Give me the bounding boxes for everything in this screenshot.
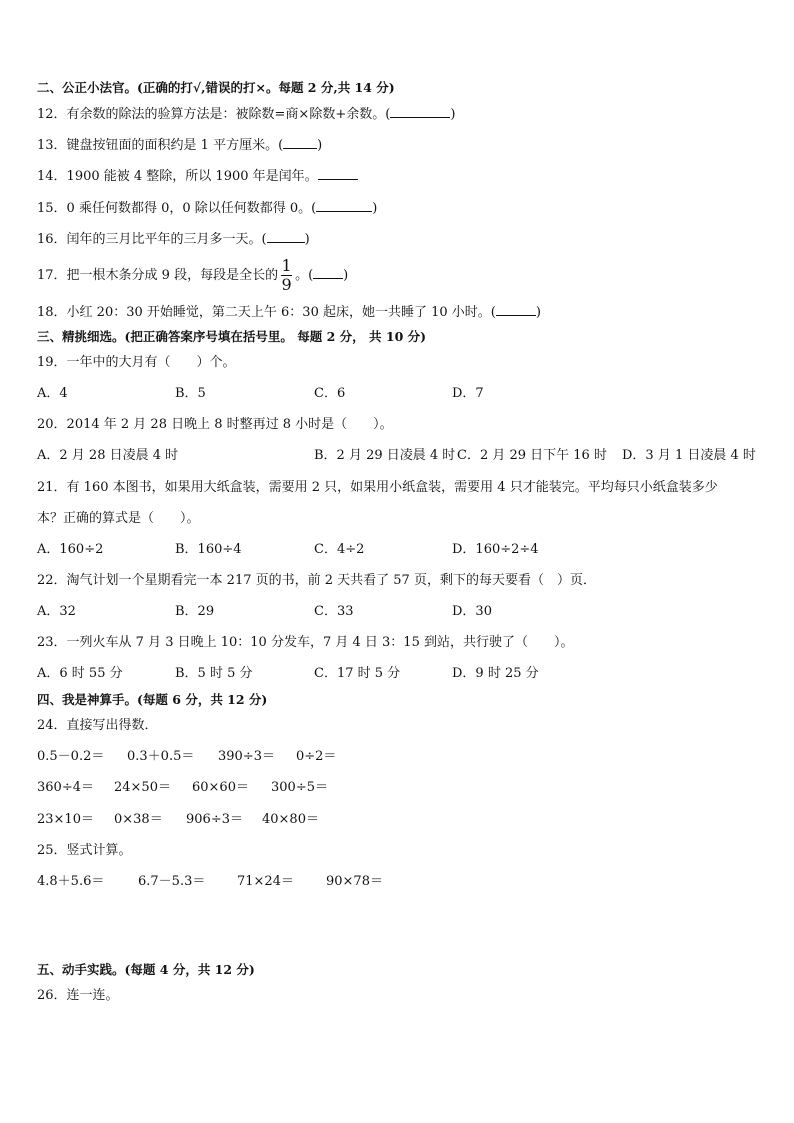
vertical-calc-item: 6.7－5.3＝ bbox=[138, 874, 206, 889]
option-d[interactable]: D．7 bbox=[452, 386, 484, 401]
answer-blank[interactable] bbox=[316, 199, 372, 212]
option-c[interactable]: C．2 月 29 日下午 16 时 bbox=[457, 448, 607, 463]
calc-item: 0×38＝ bbox=[114, 812, 163, 827]
question-19: 19．一年中的大月有（ ）个。 bbox=[37, 355, 236, 370]
calc-item: 23×10＝ bbox=[37, 812, 94, 827]
question-17: 17．把一根木条分成 9 段，每段是全长的 $\frac{1}{9}$ 。( ) bbox=[37, 256, 349, 294]
option-d[interactable]: D．30 bbox=[452, 604, 492, 619]
section-4-heading: 四、我是神算手。(每题 6 分，共 12 分) bbox=[37, 692, 268, 707]
answer-blank[interactable] bbox=[283, 136, 317, 149]
question-text: 12．有余数的除法的验算方法是：被除数=商×除数+余数。 bbox=[37, 107, 386, 122]
question-24: 24．直接写出得数． bbox=[37, 718, 158, 733]
question-text: 17．把一根木条分成 9 段，每段是全长的 bbox=[37, 268, 279, 283]
calc-item: 0÷2＝ bbox=[296, 749, 337, 764]
question-14 bbox=[37, 167, 358, 185]
question-text: 16．闰年的三月比平年的三月多一天。 bbox=[37, 232, 262, 247]
calc-item: 906÷3＝ bbox=[186, 812, 243, 827]
section-2-heading: 二、公正小法官。(正确的打√,错误的打×。每题 2 分,共 14 分) bbox=[37, 80, 395, 95]
option-a[interactable]: A．32 bbox=[37, 604, 76, 619]
question-21-line-2: 本？正确的算式是（ ）。 bbox=[37, 511, 200, 526]
calc-item: 360÷4＝ bbox=[37, 780, 94, 795]
calc-item: 60×60＝ bbox=[192, 780, 249, 795]
option-c[interactable]: C．6 bbox=[314, 386, 346, 401]
option-c[interactable]: C．33 bbox=[314, 604, 354, 619]
option-b[interactable]: B．29 bbox=[175, 604, 215, 619]
question-21-line-1: 21．有 160 本图书，如果用大纸盒装，需要用 2 只，如果用小纸盒装，需要用 4 只才能装完。平均每只小纸盒装多少 bbox=[37, 480, 718, 495]
question-15: 15．0 乘任何数都得 0，0 除以任何数都得 0。( ) bbox=[37, 201, 378, 216]
answer-blank[interactable] bbox=[313, 266, 343, 279]
option-b[interactable]: B．160÷4 bbox=[175, 542, 242, 557]
question-22: 22．淘气计划一个星期看完一本 217 页的书，前 2 天共看了 57 页，剩下的每天要看（ ）页． bbox=[37, 573, 596, 588]
question-23: 23．一列火车从 7 月 3 日晚上 10：10 分发车，7 月 4 日 3：15 到站，共行驶了（ ）。 bbox=[37, 635, 574, 650]
section-5-heading: 五、动手实践。(每题 4 分，共 12 分) bbox=[37, 962, 255, 977]
question-text: 15．0 乘任何数都得 0，0 除以任何数都得 0。 bbox=[37, 201, 312, 216]
question-text: 18．小红 20：30 开始睡觉，第二天上午 6：30 起床，她一共睡了 10 小时。 bbox=[37, 305, 491, 320]
calc-item: 390÷3＝ bbox=[218, 749, 275, 764]
fraction: $\frac{1}{9}$ bbox=[281, 256, 292, 294]
option-d[interactable]: D．9 时 25 分 bbox=[452, 666, 539, 681]
option-d[interactable]: D．3 月 1 日凌晨 4 时 bbox=[622, 448, 756, 463]
question-16: 16．闰年的三月比平年的三月多一天。( ) bbox=[37, 232, 310, 247]
question-text: 13．键盘按钮面的面积约是 1 平方厘米。 bbox=[37, 138, 279, 153]
option-b[interactable]: B．5 bbox=[175, 386, 206, 401]
option-c[interactable]: C．4÷2 bbox=[314, 542, 365, 557]
option-d[interactable]: D．160÷2÷4 bbox=[452, 542, 539, 557]
answer-blank[interactable] bbox=[267, 230, 305, 243]
calc-item: 0.3＋0.5＝ bbox=[127, 749, 195, 764]
vertical-calc-item: 90×78＝ bbox=[326, 874, 383, 889]
question-13: 13．键盘按钮面的面积约是 1 平方厘米。( ) bbox=[37, 138, 323, 153]
option-a[interactable]: A．160÷2 bbox=[37, 542, 104, 557]
option-b[interactable]: B．5 时 5 分 bbox=[175, 666, 253, 681]
calc-item: 40×80＝ bbox=[262, 812, 319, 827]
question-26: 26．连一连。 bbox=[37, 988, 119, 1003]
question-12: 12．有余数的除法的验算方法是：被除数=商×除数+余数。( ) bbox=[37, 107, 456, 122]
option-a[interactable]: A．4 bbox=[37, 386, 68, 401]
option-a[interactable]: A．6 时 55 分 bbox=[37, 666, 123, 681]
calc-item: 300÷5＝ bbox=[271, 780, 328, 795]
question-20: 20．2014 年 2 月 28 日晚上 8 时整再过 8 小时是（ ）。 bbox=[37, 417, 393, 432]
question-25: 25．竖式计算。 bbox=[37, 843, 132, 858]
calc-item: 0.5－0.2＝ bbox=[37, 749, 105, 764]
option-b[interactable]: B．2 月 29 日凌晨 4 时 bbox=[314, 448, 456, 463]
question-text: 14．1900 能被 4 整除，所以 1900 年是闰年。 bbox=[37, 169, 318, 184]
calc-item: 24×50＝ bbox=[114, 780, 171, 795]
answer-blank[interactable] bbox=[318, 167, 358, 180]
answer-blank[interactable] bbox=[390, 105, 450, 118]
option-c[interactable]: C．17 时 5 分 bbox=[314, 666, 401, 681]
section-3-heading: 三、精挑细选。(把正确答案序号填在括号里。 每题 2 分， 共 10 分) bbox=[37, 329, 427, 344]
question-18: 18．小红 20：30 开始睡觉，第二天上午 6：30 起床，她一共睡了 10 小时。( ) bbox=[37, 305, 541, 320]
answer-blank[interactable] bbox=[496, 303, 536, 316]
vertical-calc-item: 4.8＋5.6＝ bbox=[37, 874, 105, 889]
option-a[interactable]: A．2 月 28 日凌晨 4 时 bbox=[37, 448, 179, 463]
vertical-calc-item: 71×24＝ bbox=[237, 874, 294, 889]
